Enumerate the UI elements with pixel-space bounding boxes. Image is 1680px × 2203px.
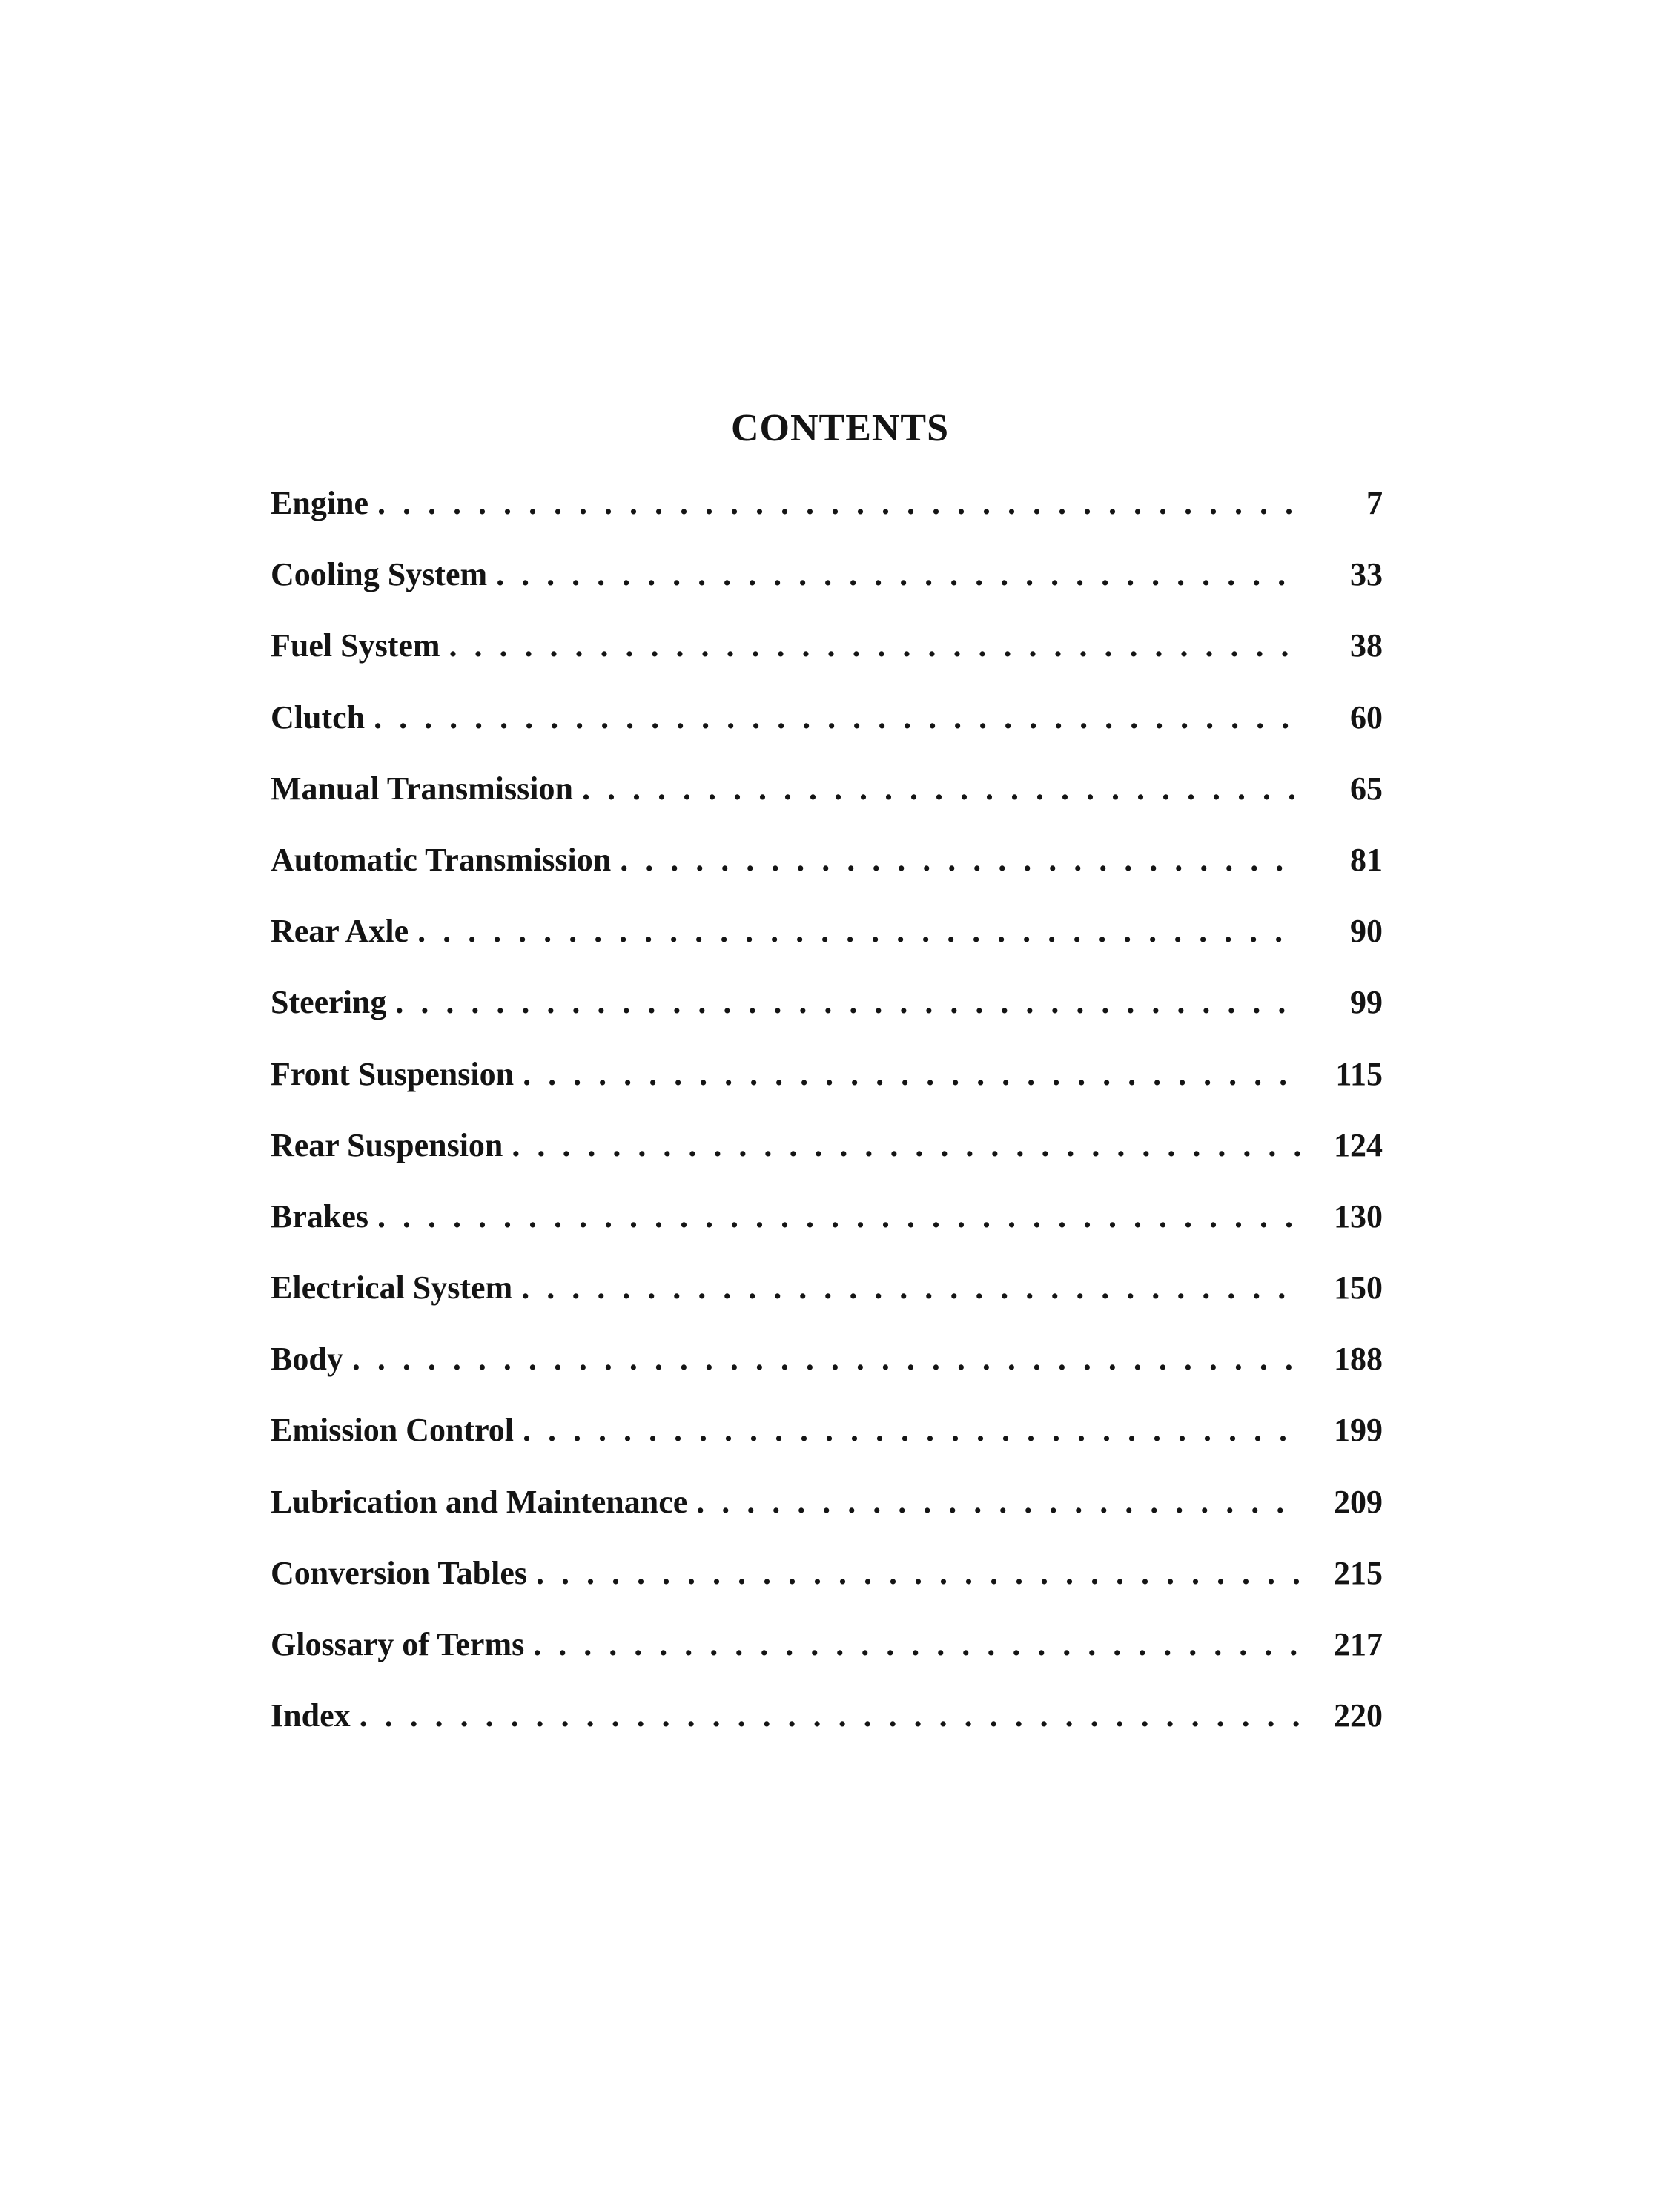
toc-entry-title: Cooling System <box>271 556 488 593</box>
toc-entry-page: 199 <box>1334 1412 1383 1449</box>
toc-entry-front-suspension[interactable] <box>271 1054 1383 1125</box>
toc-entry-title: Manual Transmission <box>271 770 573 807</box>
toc-entry-page: 124 <box>1334 1126 1383 1163</box>
toc-entry-title: Automatic Transmission <box>271 841 612 878</box>
toc-entry-steering[interactable] <box>271 982 1383 1053</box>
dot-leader <box>582 768 1300 810</box>
toc-entry-fuel-system[interactable] <box>271 625 1383 696</box>
toc-entry-cooling-system[interactable] <box>271 554 1383 625</box>
toc-entry-page: 99 <box>1350 984 1383 1021</box>
toc-entry-page: 215 <box>1334 1554 1383 1591</box>
toc-entry-page: 38 <box>1350 627 1383 664</box>
dot-leader <box>533 1624 1300 1665</box>
dot-leader <box>523 1054 1300 1095</box>
toc-entry-automatic-transmission[interactable] <box>271 839 1383 911</box>
dot-leader <box>512 1125 1300 1166</box>
toc-entry-page: 188 <box>1334 1341 1383 1378</box>
dot-leader <box>374 697 1300 739</box>
toc-entry-page: 150 <box>1334 1269 1383 1307</box>
toc-entry-title: Electrical System <box>271 1269 513 1307</box>
toc-entry-page: 130 <box>1334 1198 1383 1235</box>
dot-leader <box>696 1482 1300 1523</box>
dot-leader <box>360 1695 1300 1737</box>
toc-entry-title: Body <box>271 1341 343 1378</box>
toc-entry-lubrication-and-maintenance[interactable] <box>271 1482 1383 1553</box>
toc-entry-rear-axle[interactable] <box>271 911 1383 982</box>
toc-entry-index[interactable] <box>271 1695 1383 1766</box>
toc-entry-title: Rear Suspension <box>271 1126 503 1163</box>
toc-entry-page: 90 <box>1350 913 1383 950</box>
toc-entry-title: Fuel System <box>271 627 440 664</box>
toc-entry-manual-transmission[interactable] <box>271 768 1383 839</box>
toc-entry-title: Index <box>271 1697 351 1734</box>
dot-leader <box>377 1196 1300 1238</box>
toc-entry-page: 217 <box>1334 1626 1383 1662</box>
toc-entry-title: Lubrication and Maintenance <box>271 1483 688 1520</box>
toc-entry-title: Clutch <box>271 698 366 736</box>
toc-entry-engine[interactable] <box>271 483 1383 554</box>
table-of-contents <box>271 483 1383 1766</box>
toc-entry-emission-control[interactable] <box>271 1410 1383 1481</box>
toc-entry-title: Glossary of Terms <box>271 1626 525 1662</box>
toc-entry-title: Conversion Tables <box>271 1554 527 1591</box>
dot-leader <box>496 554 1300 595</box>
dot-leader <box>521 1267 1300 1309</box>
toc-entry-conversion-tables[interactable] <box>271 1553 1383 1624</box>
dot-leader <box>523 1410 1300 1451</box>
toc-entry-glossary-of-terms[interactable] <box>271 1624 1383 1695</box>
toc-entry-page: 7 <box>1366 485 1383 521</box>
toc-entry-page: 81 <box>1350 841 1383 878</box>
toc-entry-page: 209 <box>1334 1483 1383 1520</box>
dot-leader <box>417 911 1300 952</box>
toc-entry-brakes[interactable] <box>271 1196 1383 1267</box>
toc-entry-body[interactable] <box>271 1338 1383 1410</box>
toc-entry-title: Front Suspension <box>271 1055 515 1092</box>
dot-leader <box>352 1338 1300 1380</box>
contents-heading: CONTENTS <box>730 407 950 449</box>
toc-entry-page: 60 <box>1350 698 1383 736</box>
toc-entry-title: Steering <box>271 984 387 1021</box>
toc-entry-title: Emission Control <box>271 1412 515 1449</box>
toc-entry-rear-suspension[interactable] <box>271 1125 1383 1196</box>
toc-entry-clutch[interactable] <box>271 697 1383 768</box>
toc-entry-page: 115 <box>1335 1055 1383 1092</box>
toc-entry-title: Rear Axle <box>271 913 409 950</box>
toc-entry-page: 220 <box>1334 1697 1383 1734</box>
dot-leader <box>536 1553 1300 1594</box>
toc-entry-page: 65 <box>1350 770 1383 807</box>
toc-entry-electrical-system[interactable] <box>271 1267 1383 1338</box>
dot-leader <box>620 839 1300 881</box>
dot-leader <box>377 483 1300 524</box>
dot-leader <box>449 625 1300 667</box>
toc-entry-title: Engine <box>271 485 369 521</box>
toc-entry-title: Brakes <box>271 1198 368 1235</box>
dot-leader <box>395 982 1300 1023</box>
toc-entry-page: 33 <box>1350 556 1383 593</box>
